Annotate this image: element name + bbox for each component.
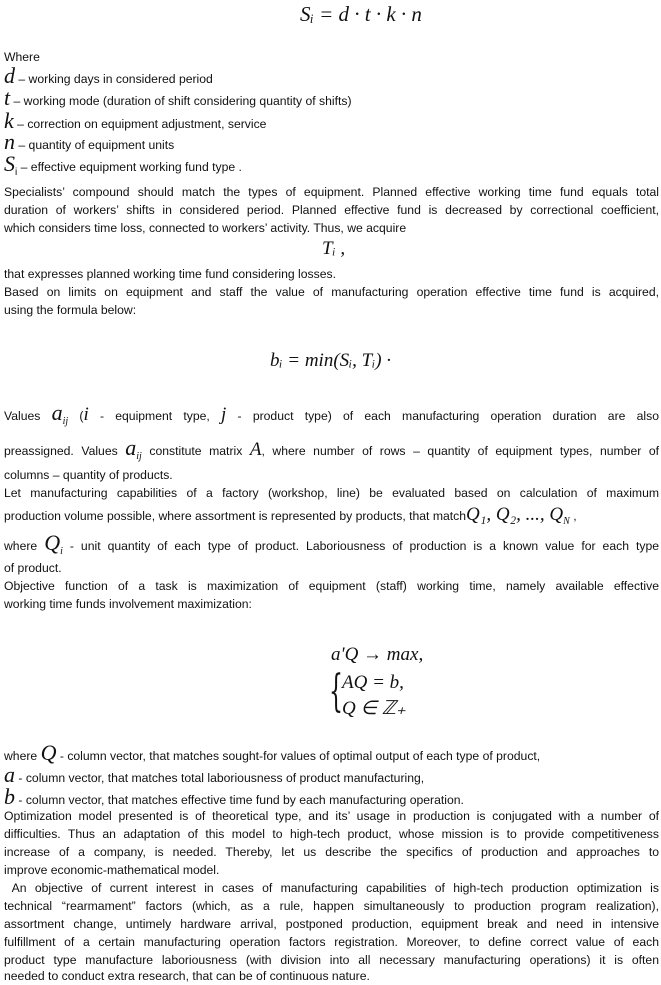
where-qi-line: where $Q_i$ - unit quantity of each type of product. Laboriousness of production is a known value for each type bbox=[4, 530, 659, 557]
para5-line-7: assortment change, untimely hardware arrival, postponed production, equipment break and need in intensive bbox=[4, 917, 659, 931]
para3-line-2: Let manufacturing capabilities of a factory (workshop, line) be evaluated based on calculation of maximum bbox=[4, 486, 659, 500]
production-line: production volume possible, where assortment is represented by products, that matchQ₁, Q₂, ..., $Q_N$ , bbox=[4, 504, 577, 527]
vector-a: a - column vector, that matches total laboriousness of product manufacturing, bbox=[4, 762, 425, 787]
def-k bbox=[4, 108, 659, 133]
para5-line-1: Optimization model presented is of theoretical type, and its’ usage in production is conjugated with a number of bbox=[4, 809, 659, 823]
formula-objective: a'Q → max, bbox=[331, 644, 424, 665]
def-t bbox=[4, 85, 659, 110]
preassigned-line: preassigned. Values $a_{ij}$ constitute matrix A, where number of rows – quantity of equipment types, number of bbox=[4, 435, 659, 462]
para2-line-3: using the formula below: bbox=[4, 303, 137, 317]
para5-line-5: An objective of current interest in cases of manufacturing capabilities of high-tech production optimization is bbox=[4, 881, 659, 895]
def-d bbox=[4, 63, 659, 88]
symbol-t: t bbox=[4, 85, 11, 110]
formula-bi: bᵢ = min(Sᵢ, Tᵢ) · bbox=[270, 350, 392, 371]
symbol-n: n bbox=[4, 129, 15, 154]
def-n-text: – quantity of equipment units bbox=[15, 138, 175, 152]
para2-line-1: that expresses planned working time fund considering losses. bbox=[4, 267, 336, 281]
def-d-text: – working days in considered period bbox=[15, 72, 213, 86]
para4-line-2: Objective function of a task is maximization of equipment (staff) working time, namely available effective bbox=[4, 579, 659, 593]
system-brace: { bbox=[329, 666, 343, 717]
para5-line-6: technical “rearmament” factors (which, as a rule, happen simultaneously to production program realization), bbox=[4, 899, 659, 913]
symbol-d: d bbox=[4, 63, 15, 88]
values-line: Values $a_{ij}$ (i - equipment type, j - product type) of each manufacturing operation duration are also bbox=[4, 400, 660, 427]
para5-line-2: difficulties. Thus an adaptation of this model to high-tech product, whose mission is to provide competitiveness bbox=[4, 827, 659, 841]
symbol-s: S bbox=[4, 151, 15, 176]
para5-line-10: needed to conduct extra research, that can be of continuous nature. bbox=[4, 969, 370, 983]
para1-line-1: Specialists’ compound should match the types of equipment. Planned effective working time fund equals total bbox=[4, 185, 659, 199]
def-k-text: – correction on equipment adjustment, service bbox=[13, 117, 267, 131]
vector-q: where Q - column vector, that matches sought-for values of optimal output of each type of product, bbox=[4, 740, 541, 765]
symbol-s-sub: i bbox=[15, 167, 18, 178]
formula-constraint-2: Q ∈ ℤ₊ bbox=[342, 698, 406, 719]
vector-b: b - column vector, that matches effective time fund by each manufacturing operation. bbox=[4, 784, 464, 809]
para4-line-3: working time funds involvement maximization: bbox=[4, 597, 252, 611]
para3-line-1: columns – quantity of products. bbox=[4, 468, 173, 482]
def-n bbox=[4, 129, 659, 154]
formula-si: Sᵢ = d · t · k · n bbox=[300, 2, 422, 26]
formula-ti: Tᵢ , bbox=[322, 238, 346, 259]
def-t-text: – working mode (duration of shift considering quantity of shifts) bbox=[10, 94, 352, 108]
para1-line-3: which considers time loss, connected to workers’ activity. Thus, we acquire bbox=[4, 221, 407, 235]
symbol-k: k bbox=[4, 108, 14, 133]
para5-line-3: increase of a company, is needed. Thereby, let us describe the specifics of production and approaches to bbox=[4, 845, 659, 859]
def-s bbox=[4, 151, 659, 180]
para4-line-1: of product. bbox=[4, 561, 62, 575]
def-s-text: – effective equipment working fund type . bbox=[17, 160, 242, 174]
para2-line-2: Based on limits on equipment and staff the value of manufacturing operation effective time fund is acquired, bbox=[4, 285, 659, 299]
formula-constraint-1: AQ = b, bbox=[342, 672, 404, 693]
para1-line-2: duration of workers’ shifts in considered period. Planned effective fund is decreased by correctional coefficient, bbox=[4, 203, 659, 217]
para5-line-8: fulfillment of a certain manufacturing operation factors registration. Moreover, to define correct value of each bbox=[4, 935, 659, 949]
para5-line-4: improve economic-mathematical model. bbox=[4, 863, 220, 877]
where-label: Where bbox=[4, 50, 40, 64]
para5-line-9: product type manufacture laboriousness (with division into all necessary manufacturing operations) it is often bbox=[4, 953, 659, 967]
